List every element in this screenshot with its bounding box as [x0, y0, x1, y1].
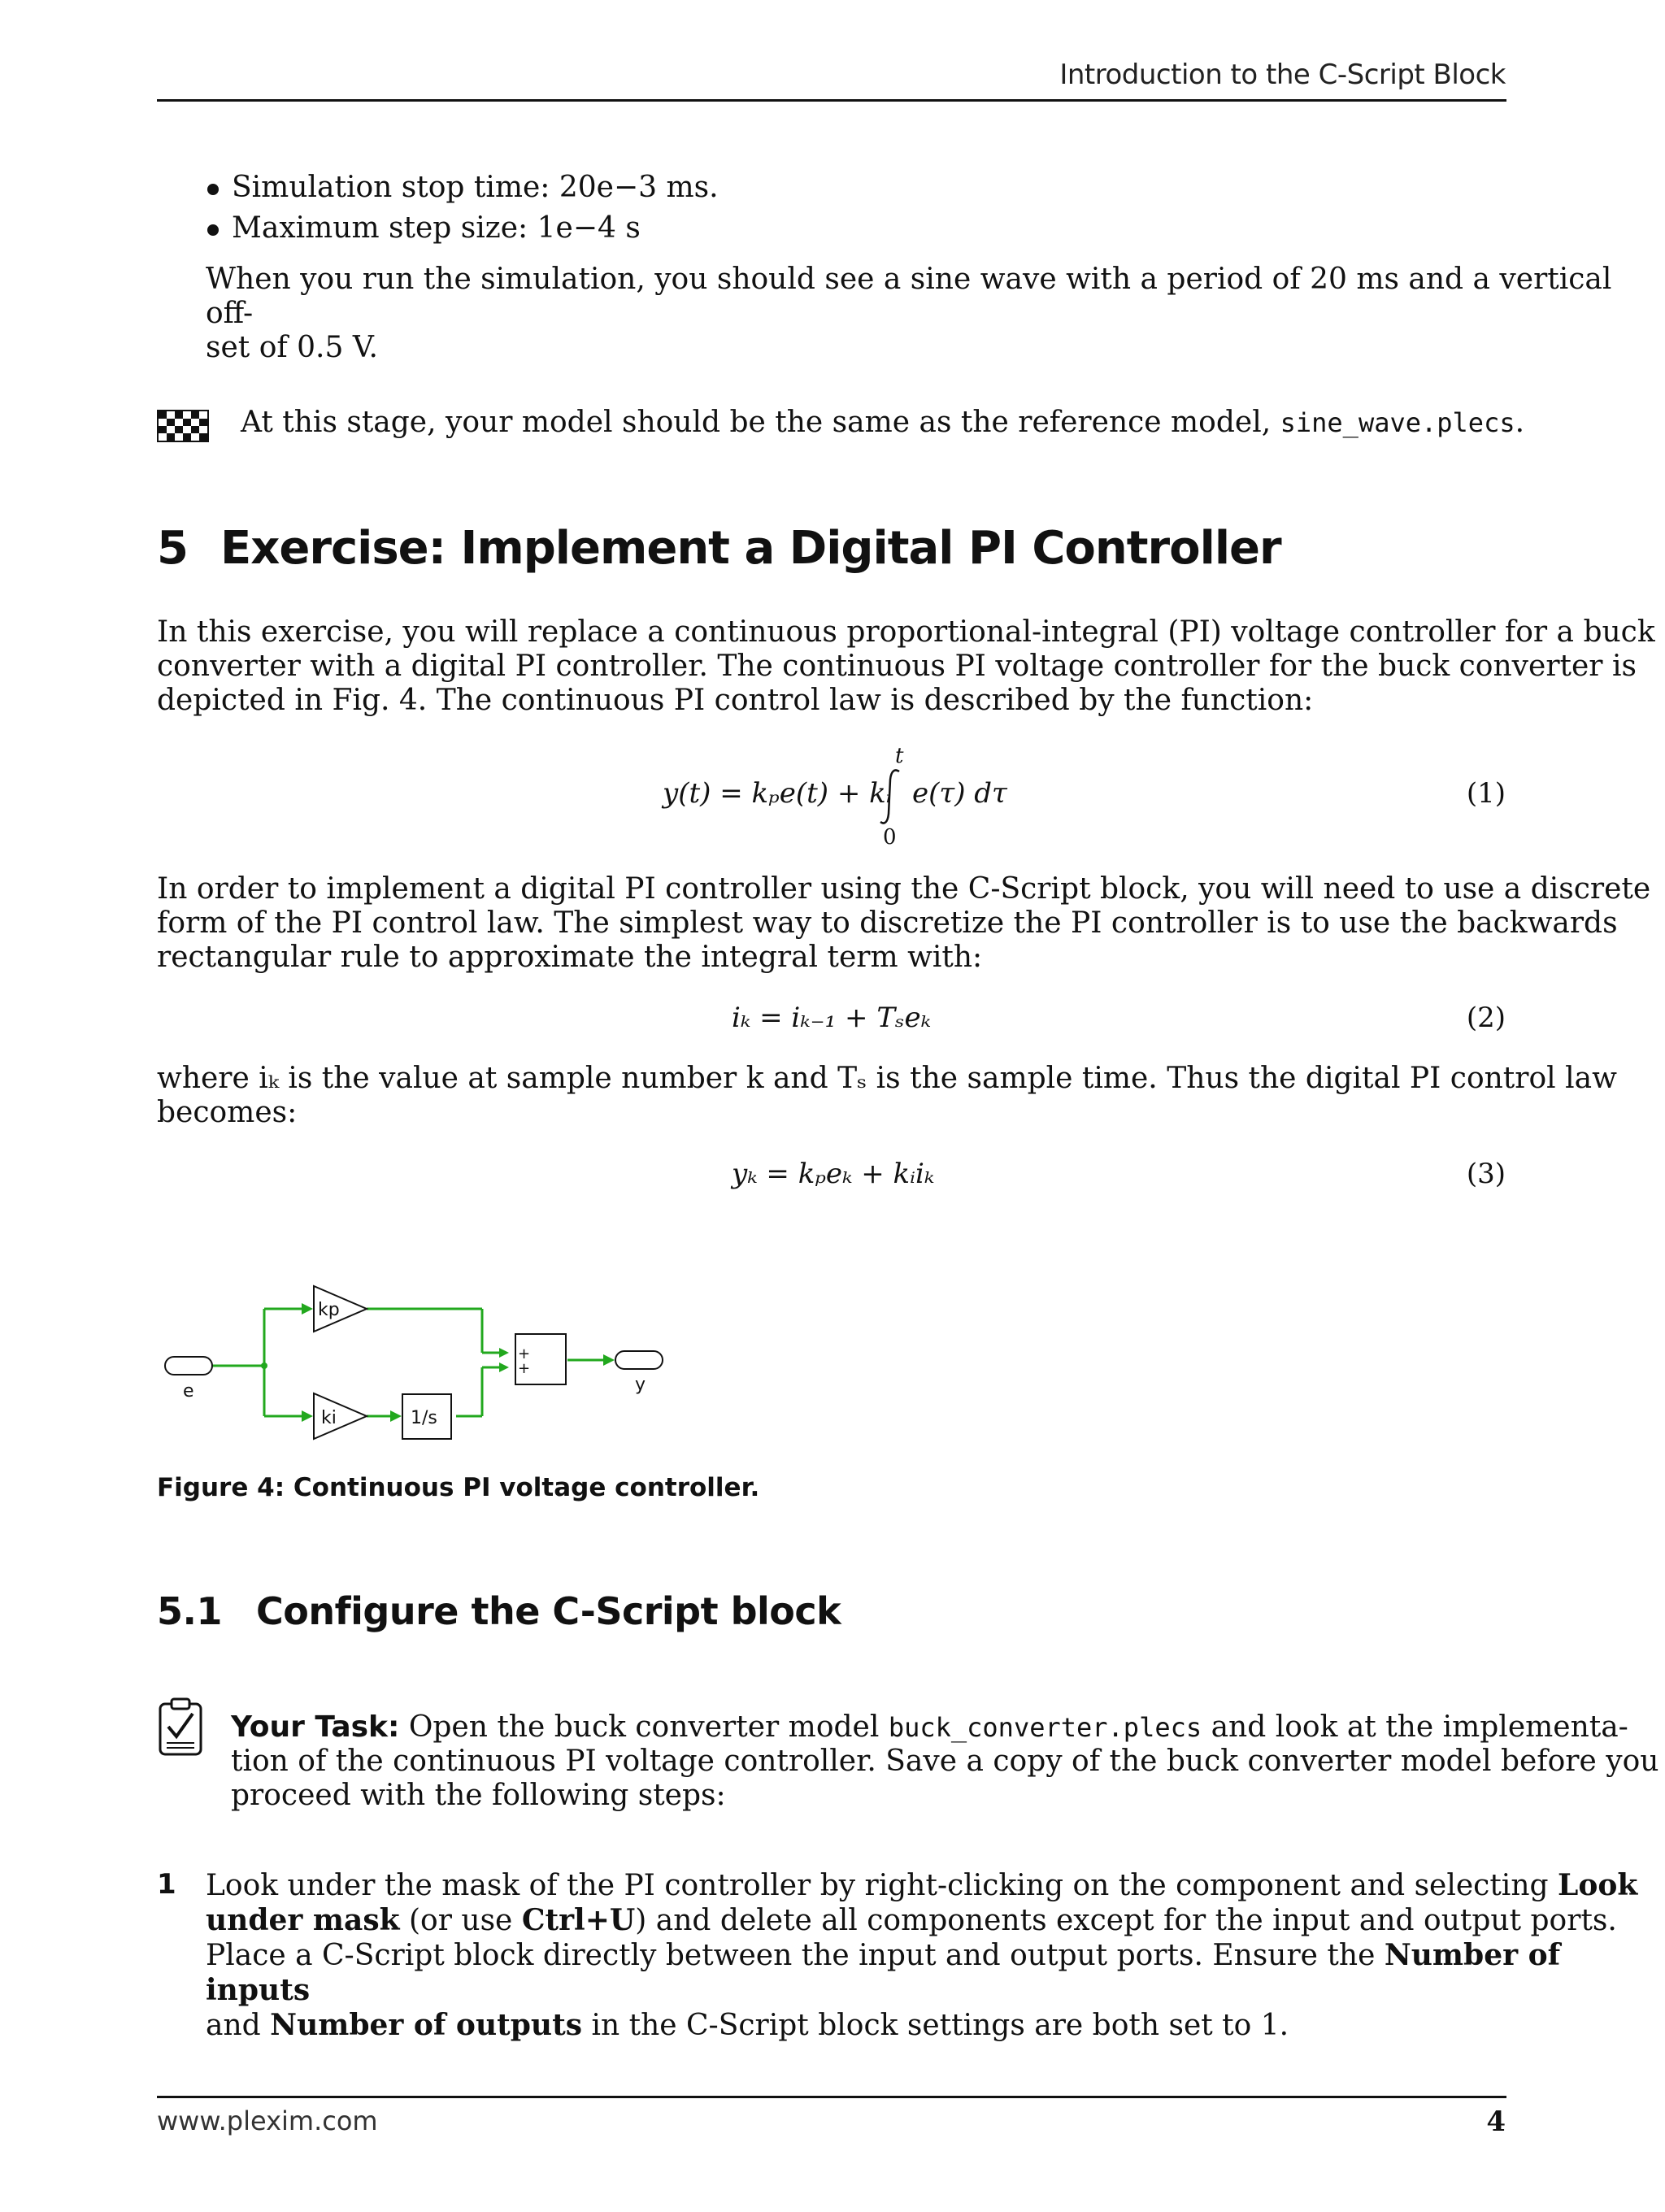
filename: buck_converter.plecs: [888, 1712, 1202, 1743]
equation-number: (3): [1466, 1158, 1506, 1190]
equation-number: (2): [1466, 1002, 1506, 1034]
run-paragraph: When you run the simulation, you should see a sine wave with a period of 20 ms and a vertical off- set of 0.5 V.: [206, 263, 1612, 364]
task-paragraph: Your Task: Open the buck converter model buck_converter.plecs and look at the implementa- tion of the continuous PI voltage controller. Save a copy of the buck converter model before you proceed with the following steps:: [231, 1710, 1659, 1812]
output-port: [615, 1351, 663, 1369]
footer-url[interactable]: www.plexim.com: [157, 2106, 378, 2136]
intro-paragraph: In this exercise, you will replace a continuous proportional-integral (PI) voltage controller for a buck converter with a digital PI controller. The continuous PI voltage controller for the buck converter is depicted in Fig. 4. The continuous PI control law is described by the function:: [157, 615, 1655, 717]
equation-number: (1): [1466, 777, 1506, 810]
integrator-label: 1/s: [411, 1408, 437, 1428]
ki-label: ki: [321, 1408, 337, 1428]
bullet-max-step: Maximum step size: 1e−4 s: [207, 211, 641, 246]
step-1-paragraph: Look under the mask of the PI controller by right-clicking on the component and selecting Look under mask (or use Ctrl+U) and delete all components except for the input and output ports. Place a C-Script block directly between the input and output ports. Ensure the Number of inputs and Number of outputs in the C-Script block settings are both set to 1.: [206, 1868, 1638, 2042]
section-heading: 5 Exercise: Implement a Digital PI Controller: [157, 522, 1281, 575]
pi-controller-diagram: [157, 1276, 677, 1447]
task-label: Your Task:: [231, 1710, 400, 1744]
equation-1: y(t) = kₚe(t) + kᵢ: [663, 777, 892, 810]
sample-paragraph: where iₖ is the value at sample number k and Tₛ is the sample time. Thus the digital PI control law becomes:: [157, 1062, 1617, 1129]
discretize-paragraph: In order to implement a digital PI controller using the C-Script block, you will need to use a discrete form of the PI control law. The simplest way to discretize the PI controller is to use the backwards rectangular rule to approximate the integral term with:: [157, 872, 1651, 974]
input-port: [165, 1357, 212, 1375]
clipboard-check-icon: [157, 1697, 204, 1758]
output-port-label: y: [635, 1375, 646, 1395]
kp-label: kp: [318, 1300, 340, 1320]
footer-rule: [157, 2096, 1506, 2098]
header-rule: [157, 99, 1506, 102]
integrand: e(τ) dτ: [912, 777, 1007, 810]
subsection-heading: 5.1 Configure the C-Script block: [157, 1589, 841, 1633]
bullet-dot: [207, 184, 219, 195]
filename: sine_wave.plecs: [1280, 407, 1515, 438]
checkpoint-text: At this stage, your model should be the same as the reference model, sine_wave.plecs.: [241, 406, 1525, 439]
figure-caption: Figure 4: Continuous PI voltage controller.: [157, 1473, 760, 1502]
integral-sign: t 0: [878, 744, 902, 845]
running-header: Introduction to the C-Script Block: [1059, 59, 1506, 91]
sum-plus-2: +: [518, 1360, 531, 1377]
page-number: 4: [1486, 2106, 1506, 2138]
bullet-stop-time: Simulation stop time: 20e−3 ms.: [207, 171, 719, 205]
checkered-flag-icon: [157, 408, 209, 444]
input-port-label: e: [183, 1381, 194, 1402]
step-number: 1: [157, 1868, 176, 1901]
sum-plus-1: +: [518, 1345, 531, 1362]
bullet-dot: [207, 224, 219, 236]
equation-3: yₖ = kₚeₖ + kᵢiₖ: [732, 1158, 935, 1190]
equation-2: iₖ = iₖ₋₁ + Tₛeₖ: [732, 1002, 931, 1034]
